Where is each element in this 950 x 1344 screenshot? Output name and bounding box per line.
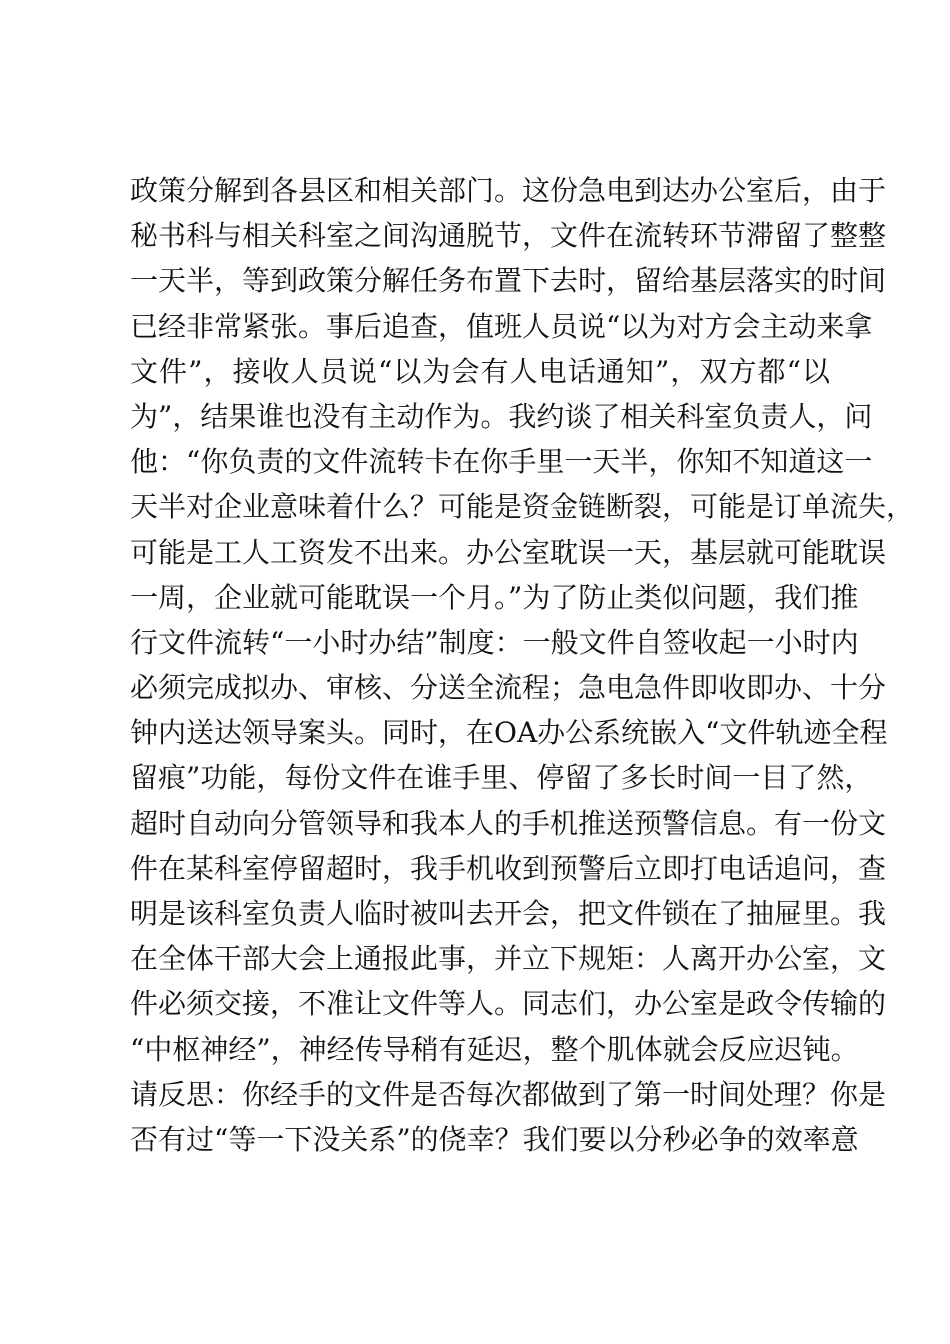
text-line: 已经非常紧张。事后追查，值班人员说“以为对方会主动来拿 xyxy=(130,309,873,343)
text-line: 必须完成拟办、审核、分送全流程；急电急件即收即办、十分 xyxy=(130,671,887,705)
text-line: 行文件流转“一小时办结”制度：一般文件自签收起一小时内 xyxy=(130,625,859,659)
text-line: 留痕”功能，每份文件在谁手里、停留了多长时间一目了然， xyxy=(130,761,873,795)
text-line: 政策分解到各县区和相关部门。这份急电到达办公室后，由于 xyxy=(130,174,887,207)
text-line: 文件”，接收人员说“以为会有人电话通知”，双方都“以 xyxy=(130,354,830,388)
text-line: 否有过“等一下没关系”的侥幸？我们要以分秒必争的效率意 xyxy=(130,1122,859,1156)
text-line: 为”，结果谁也没有主动作为。我约谈了相关科室负责人，问 xyxy=(130,399,873,433)
text-line: 件在某科室停留超时，我手机收到预警后立即打电话追问，查 xyxy=(130,851,887,885)
text-line: 明是该科室负责人临时被叫去开会，把文件锁在了抽屉里。我 xyxy=(130,897,887,930)
text-line: “中枢神经”，神经传导稍有延迟，整个肌体就会反应迟钝。 xyxy=(130,1032,859,1066)
text-line: 秘书科与相关科室之间沟通脱节，文件在流转环节滞留了整整 xyxy=(130,219,887,253)
text-line: 一周，企业就可能耽误一个月。”为了防止类似问题，我们推 xyxy=(130,580,859,614)
body-text xyxy=(130,168,915,1162)
text-line: 件必须交接，不准让文件等人。同志们，办公室是政令传输的 xyxy=(130,987,887,1021)
text-line: 可能是工人工资发不出来。办公室耽误一天，基层就可能耽误 xyxy=(130,535,887,569)
text-line: 一天半，等到政策分解任务布置下去时，留给基层落实的时间 xyxy=(130,264,887,298)
text-line: 钟内送达领导案头。同时，在OA办公系统嵌入“文件轨迹全程 xyxy=(130,716,888,750)
text-line: 他：“你负责的文件流转卡在你手里一天半，你知不知道这一 xyxy=(130,445,873,479)
text-line: 在全体干部大会上通报此事，并立下规矩：人离开办公室，文 xyxy=(130,942,887,976)
text-line: 天半对企业意味着什么？可能是资金链断裂，可能是订单流失， xyxy=(130,490,915,524)
text-line: 超时自动向分管领导和我本人的手机推送预警信息。有一份文 xyxy=(130,806,887,840)
text-line: 请反思：你经手的文件是否每次都做到了第一时间处理？你是 xyxy=(130,1077,887,1111)
